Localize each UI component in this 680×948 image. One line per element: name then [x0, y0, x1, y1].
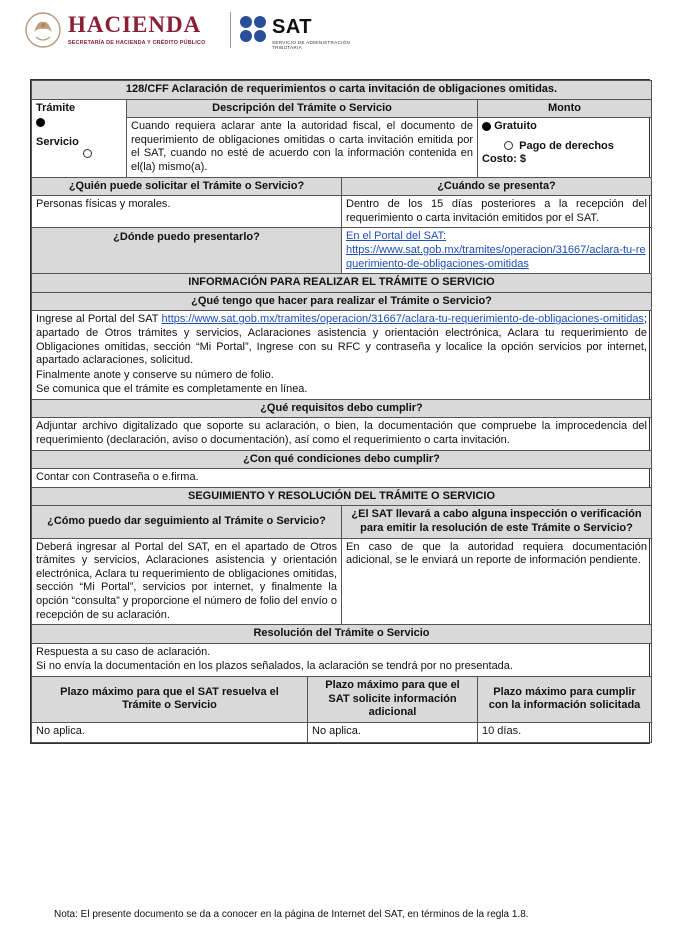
tipo-cell [32, 99, 127, 177]
info-header: INFORMACIÓN PARA REALIZAR EL TRÁMITE O SERVICIO [32, 274, 652, 293]
como-seguimiento-header: ¿Cómo puedo dar seguimiento al Trámite o Servicio? [32, 506, 342, 538]
plazo-cumplir-value: 10 días. [478, 722, 652, 742]
que-hacer-cell [32, 311, 652, 400]
resolucion-header: Resolución del Trámite o Servicio [32, 625, 652, 644]
descripcion-text: Cuando requiera aclarar ante la autoridad fiscal, el documento de requerimiento de obligaciones omitidas o carta invitación emitida por el SAT, cuando no esté de acuerdo con la información contenida en el(la) mismo(a). [127, 118, 478, 177]
que-hacer-link[interactable]: https://www.sat.gob.mx/tramites/operacion/31667/aclara-tu-requerimiento-de-obligaciones-omitidas [161, 313, 644, 326]
resolucion-respuesta: Respuesta a su caso de aclaración. [36, 645, 211, 658]
footer-note: Nota: El presente documento se da a conocer en la página de Internet del SAT, en términos de la regla 1.8. [54, 909, 529, 920]
plazo-cumplir-header: Plazo máximo para cumplir con la información solicitada [478, 676, 652, 722]
form-table [31, 80, 652, 743]
condiciones-header: ¿Con qué condiciones debo cumplir? [32, 450, 652, 469]
portal-link[interactable]: En el Portal del SAT: [346, 230, 447, 243]
page-header [22, 8, 662, 56]
hacienda-logo [24, 10, 224, 54]
form-document [30, 79, 650, 744]
servicio-radio[interactable] [83, 149, 92, 158]
que-hacer-en-linea: Se comunica que el trámite es completamente en línea. [36, 383, 308, 396]
que-hacer-header: ¿Qué tengo que hacer para realizar el Trámite o Servicio? [32, 292, 652, 311]
tramite-radio[interactable] [36, 118, 45, 127]
requisitos-header: ¿Qué requisitos debo cumplir? [32, 399, 652, 418]
hacienda-subtitle: SECRETARÍA DE HACIENDA Y CRÉDITO PÚBLICO [68, 40, 206, 46]
que-hacer-pre: Ingrese al Portal del SAT [36, 313, 162, 326]
form-title: 128/CFF Aclaración de requerimientos o carta invitación de obligaciones omitidas. [32, 81, 652, 100]
resolucion-no-presentada: Si no envía la documentación en los plazos señalados, la aclaración se tendrá por no presentada. [36, 660, 513, 673]
costo-label: Costo: $ [482, 153, 526, 166]
inspeccion-header: ¿El SAT llevará a cabo alguna inspección o verificación para emitir la resolución de este Trámite o Servicio? [342, 506, 652, 538]
sat-dots-icon [238, 14, 268, 44]
seguimiento-header: SEGUIMIENTO Y RESOLUCIÓN DEL TRÁMITE O SERVICIO [32, 487, 652, 506]
cuando-text: Dentro de los 15 días posteriores a la recepción del requerimiento o carta invitación emitidos por el SAT. [342, 196, 652, 228]
sat-subtitle: SERVICIO DE ADMINISTRACIÓN TRIBUTARIA [272, 40, 351, 50]
plazo-resolver-value: No aplica. [32, 722, 308, 742]
plazo-solicitar-value: No aplica. [308, 722, 478, 742]
condiciones-text: Contar con Contraseña o e.firma. [32, 469, 652, 488]
que-hacer-post: ; apartado de Otros trámites y servicios, Aclaraciones asistencia y orientación electrónica, Aclara tu requerimiento de Obligaciones omitidas, sección “Mi Portal”, Ingrese con su RFC y contraseña y localice la opción servicios por internet, apartado aclaraciones, solicitud. [36, 313, 647, 367]
monto-cell [478, 118, 652, 177]
quien-text: Personas físicas y morales. [32, 196, 342, 228]
gratuito-radio[interactable] [482, 122, 491, 131]
donde-cell [342, 228, 652, 274]
cuando-header: ¿Cuándo se presenta? [342, 177, 652, 196]
monto-header: Monto [478, 99, 652, 118]
donde-header: ¿Dónde puedo presentarlo? [32, 228, 342, 274]
pago-radio[interactable] [504, 141, 513, 150]
servicio-label: Servicio [36, 135, 79, 148]
descripcion-header: Descripción del Trámite o Servicio [127, 99, 478, 118]
resolucion-cell [32, 643, 652, 676]
inspeccion-text: En caso de que la autoridad requiera documentación adicional, se le enviará un reporte de información pendiente. [342, 538, 652, 625]
requisitos-text: Adjuntar archivo digitalizado que soporte su aclaración, o bien, la documentación que compruebe la improcedencia del requerimiento (declaración, aviso o documentación), así como el requerimiento o carta invitación. [32, 418, 652, 450]
como-seguimiento-text: Deberá ingresar al Portal del SAT, en el apartado de Otros trámites y servicios, Aclaraciones asistencia y orientación electrónica, Aclara tu requerimiento de obligaciones omitidas, sección “Mi Portal”, servicios por internet, y finalmente la opción “consulta” y proporcione el número de folio del envío o recepción de su aclaración. [32, 538, 342, 625]
que-hacer-paragraph [36, 313, 647, 367]
pago-label: Pago de derechos [519, 139, 614, 152]
eagle-emblem-icon [24, 10, 62, 50]
plazo-solicitar-header: Plazo máximo para que el SAT solicite información adicional [308, 676, 478, 722]
gratuito-label: Gratuito [494, 120, 537, 133]
hacienda-title: HACIENDA [68, 12, 202, 37]
logo-divider [230, 12, 231, 48]
sat-title: SAT [272, 16, 313, 38]
sat-logo [238, 10, 378, 54]
tramite-label: Trámite [36, 101, 76, 114]
que-hacer-folio: Finalmente anote y conserve su número de folio. [36, 368, 274, 381]
quien-header: ¿Quién puede solicitar el Trámite o Servicio? [32, 177, 342, 196]
plazo-resolver-header: Plazo máximo para que el SAT resuelva el Trámite o Servicio [32, 676, 308, 722]
tramite-url-link[interactable]: https://www.sat.gob.mx/tramites/operacion/31667/aclara-tu-requerimiento-de-obligaciones-omitidas [346, 243, 646, 270]
